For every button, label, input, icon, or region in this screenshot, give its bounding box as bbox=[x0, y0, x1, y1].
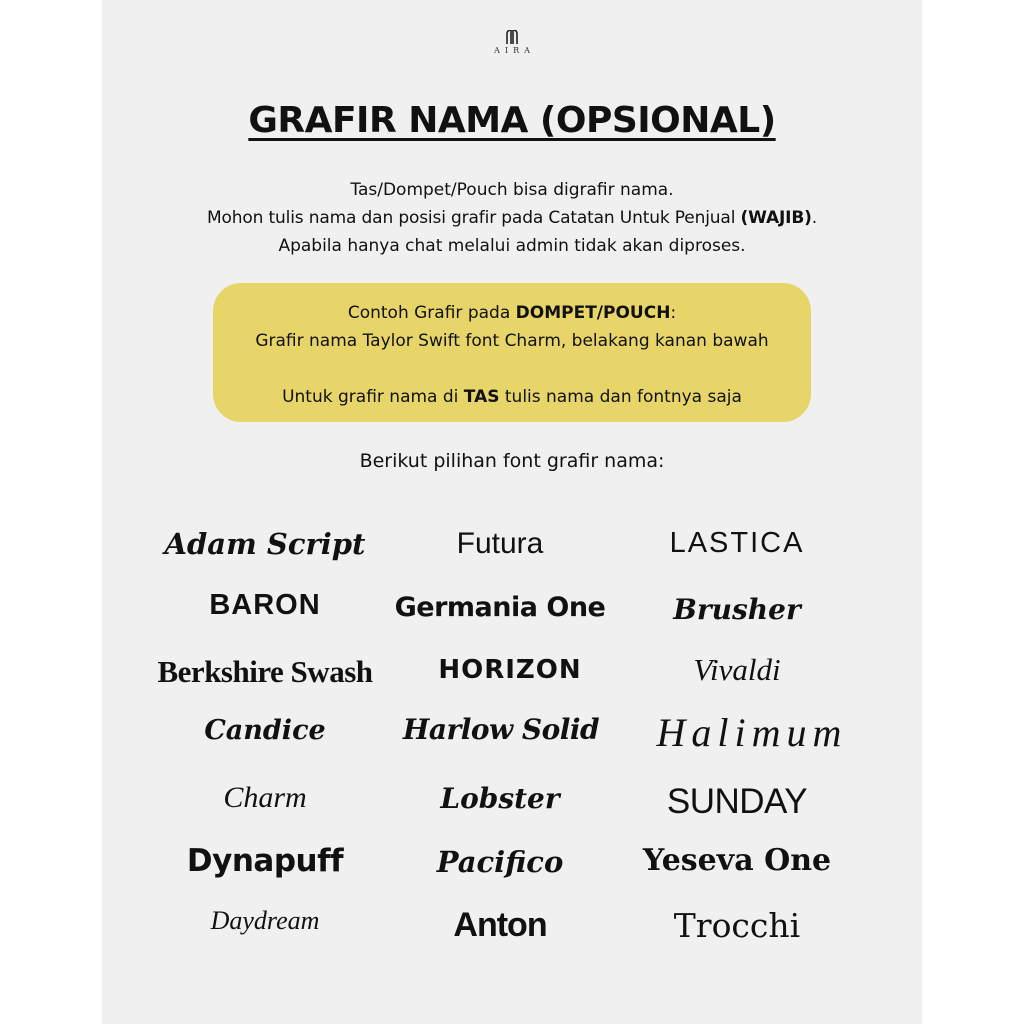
font-sample-germania-one: Germania One bbox=[394, 592, 606, 623]
font-sample-pacifico: Pacifico bbox=[436, 845, 564, 879]
font-sample-vivaldi: Vivaldi bbox=[693, 652, 781, 687]
intro-line-1: Tas/Dompet/Pouch bisa digrafir nama. bbox=[350, 180, 674, 200]
example-box bbox=[213, 283, 811, 422]
font-sample-trocchi: Trocchi bbox=[673, 906, 801, 945]
font-sample-dynapuff: Dynapuff bbox=[186, 843, 344, 879]
intro-line-3: Apabila hanya chat melalui admin tidak akan diproses. bbox=[278, 236, 746, 256]
font-sample-anton: Anton bbox=[453, 906, 547, 944]
intro-line-2: Mohon tulis nama dan posisi grafir pada Catatan Untuk Penjual (WAJIB). bbox=[206, 208, 818, 228]
product-info-card bbox=[102, 0, 922, 1024]
font-sample-yeseva-one: Yeseva One bbox=[642, 843, 832, 878]
brand-logo bbox=[102, 30, 922, 55]
font-sample-baron: BARON bbox=[209, 589, 321, 621]
font-sample-halimum: Halimum bbox=[656, 710, 848, 755]
font-sample-adam-script: Adam Script bbox=[164, 527, 366, 561]
font-sample-berkshire-swash: Berkshire Swash bbox=[157, 654, 373, 689]
required-note: (WAJIB) bbox=[740, 208, 812, 228]
page-title: GRAFIR NAMA (OPSIONAL) bbox=[248, 100, 776, 141]
font-sample-charm: Charm bbox=[223, 781, 307, 814]
example-line-2: Grafir nama Taylor Swift font Charm, belakang kanan bawah bbox=[255, 331, 769, 351]
font-sample-sunday: SUNDAY bbox=[666, 782, 808, 821]
example-line-3: Untuk grafir nama di TAS tulis nama dan fontnya saja bbox=[282, 387, 742, 407]
font-sample-lastica: LASTICA bbox=[669, 527, 805, 559]
font-sample-harlow-solid: Harlow Solid bbox=[402, 713, 600, 746]
font-sample-brusher: Brusher bbox=[673, 593, 801, 626]
font-sample-candice: Candice bbox=[204, 715, 326, 746]
intro-text bbox=[102, 176, 922, 260]
brand-name: AIRA bbox=[494, 46, 535, 55]
font-sample-lobster: Lobster bbox=[440, 782, 560, 815]
font-sample-horizon: HORIZON bbox=[438, 655, 582, 685]
brand-mark-icon bbox=[504, 30, 520, 44]
fonts-heading: Berikut pilihan font grafir nama: bbox=[359, 450, 665, 472]
font-sample-futura: Futura bbox=[456, 527, 544, 560]
example-line-1: Contoh Grafir pada DOMPET/POUCH: bbox=[347, 303, 677, 323]
font-sample-daydream: Daydream bbox=[210, 906, 320, 935]
